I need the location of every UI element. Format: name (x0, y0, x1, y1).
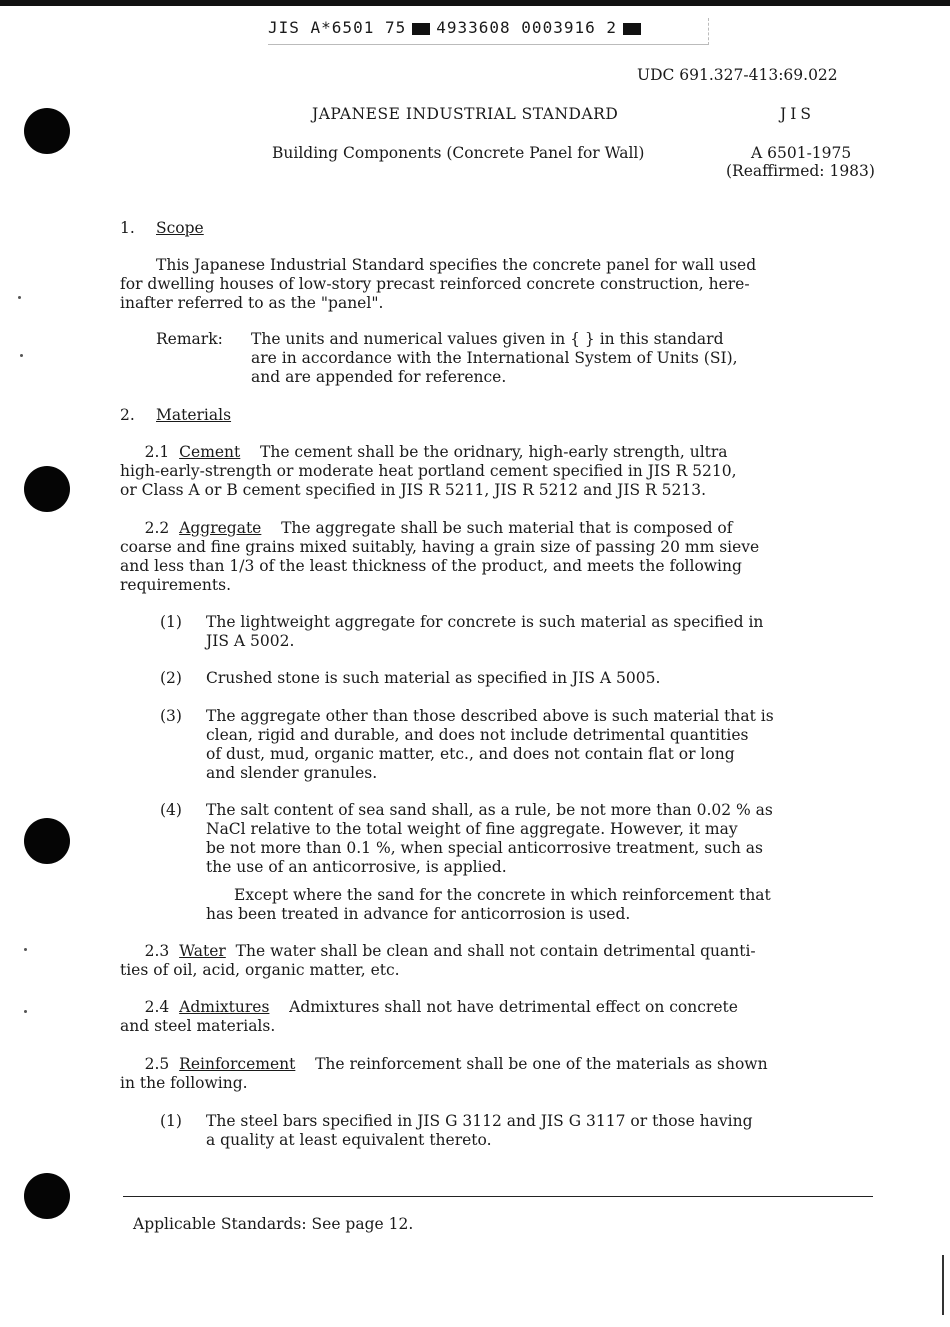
subsection-number: 2.3 (144, 942, 170, 960)
text-line: in the following. (120, 1074, 248, 1092)
scope-paragraph (120, 256, 870, 313)
text-line: has been treated in advance for anticorrosion is used. (206, 905, 631, 923)
document-title: Building Components (Concrete Panel for Wall) (272, 144, 645, 162)
text-line: Admixtures shall not have detrimental effect on concrete (289, 998, 738, 1016)
cement-paragraph (120, 443, 870, 500)
subsection-title-cement: Cement (179, 443, 241, 461)
scan-dot (24, 1010, 27, 1013)
text-line: clean, rigid and durable, and does not include detrimental quantities (206, 726, 749, 744)
text-line: The lightweight aggregate for concrete is such material as specified in (206, 613, 764, 631)
text-line: The cement shall be the oridnary, high-early strength, ultra (260, 443, 728, 461)
section-number: 2. (120, 406, 135, 424)
text-line: a quality at least equivalent thereto. (206, 1131, 492, 1149)
header-code-part2: 4933608 0003916 2 (436, 18, 617, 37)
text-line: Crushed stone is such material as specified in JIS A 5005. (206, 669, 661, 687)
binder-hole-icon (24, 818, 70, 864)
text-line: coarse and fine grains mixed suitably, having a grain size of passing 20 mm sieve (120, 538, 760, 556)
text-line: or Class A or B cement specified in JIS R 5211, JIS R 5212 and JIS R 5213. (120, 481, 707, 499)
binder-hole-icon (24, 466, 70, 512)
subsection-title-aggregate: Aggregate (179, 519, 262, 537)
text-line: and steel materials. (120, 1017, 276, 1035)
remark-text (251, 330, 851, 387)
standard-abbr: JIS (780, 105, 815, 123)
section-title-materials: Materials (156, 406, 232, 424)
text-line: The aggregate other than those described above is such material that is (206, 707, 774, 725)
reaffirmed-note: (Reaffirmed: 1983) (726, 162, 875, 180)
list-item (206, 707, 886, 783)
list-item-number: (4) (160, 801, 182, 819)
text-line: The units and numerical values given in { } in this standard (251, 330, 724, 348)
barcode-block-icon (623, 23, 641, 35)
remark-label: Remark: (156, 330, 223, 348)
udc-number: UDC 691.327-413:69.022 (637, 66, 838, 84)
text-line: are in accordance with the International System of Units (SI), (251, 349, 738, 367)
applicable-standards-note: Applicable Standards: See page 12. (133, 1215, 414, 1233)
subsection-title-admixtures: Admixtures (179, 998, 270, 1016)
subsection-number: 2.4 (144, 998, 170, 1016)
reinforcement-paragraph (120, 1055, 870, 1093)
scan-dot (20, 354, 23, 357)
text-line: The reinforcement shall be one of the materials as shown (315, 1055, 768, 1073)
list-item-number: (1) (160, 613, 182, 631)
scan-edge-line (942, 1255, 944, 1315)
binder-hole-icon (24, 1173, 70, 1219)
subsection-title-reinforcement: Reinforcement (179, 1055, 296, 1073)
subsection-title-water: Water (179, 942, 226, 960)
text-line: The steel bars specified in JIS G 3112 and JIS G 3117 or those having (206, 1112, 753, 1130)
list-item (206, 801, 886, 924)
header-code (268, 18, 709, 45)
list-item-number: (3) (160, 707, 182, 725)
list-item-number: (1) (160, 1112, 182, 1130)
binder-hole-icon (24, 108, 70, 154)
water-paragraph (120, 942, 870, 980)
standard-title: JAPANESE INDUSTRIAL STANDARD (312, 105, 619, 123)
list-item (206, 613, 886, 651)
footer-divider (123, 1196, 873, 1197)
text-line: and slender granules. (206, 764, 378, 782)
scan-dot (24, 948, 27, 951)
text-line: of dust, mud, organic matter, etc., and does not contain flat or long (206, 745, 735, 763)
text-line: the use of an anticorrosive, is applied. (206, 858, 507, 876)
text-line: The aggregate shall be such material that is composed of (281, 519, 733, 537)
text-line: The salt content of sea sand shall, as a rule, be not more than 0.02 % as (206, 801, 773, 819)
section-number: 1. (120, 219, 135, 237)
header-code-part1: JIS A*6501 75 (268, 18, 407, 37)
text-line: NaCl relative to the total weight of fine aggregate. However, it may (206, 820, 738, 838)
text-line: inafter referred to as the "panel". (120, 294, 384, 312)
aggregate-paragraph (120, 519, 870, 595)
barcode-block-icon (412, 23, 430, 35)
subsection-number: 2.5 (144, 1055, 170, 1073)
scan-dot (18, 296, 21, 299)
list-item (206, 669, 886, 688)
text-line: high-early-strength or moderate heat portland cement specified in JIS R 5210, (120, 462, 737, 480)
text-line: Except where the sand for the concrete in which reinforcement that (234, 886, 771, 904)
text-line: requirements. (120, 576, 231, 594)
text-line: and less than 1/3 of the least thickness of the product, and meets the following (120, 557, 742, 575)
text-line: JIS A 5002. (206, 632, 295, 650)
list-item (206, 1112, 886, 1150)
text-line: This Japanese Industrial Standard specifies the concrete panel for wall used (156, 256, 757, 274)
subsection-number: 2.1 (144, 443, 170, 461)
list-item-number: (2) (160, 669, 182, 687)
admixtures-paragraph (120, 998, 870, 1036)
text-line: be not more than 0.1 %, when special anticorrosive treatment, such as (206, 839, 763, 857)
text-line: ties of oil, acid, organic matter, etc. (120, 961, 400, 979)
text-line: and are appended for reference. (251, 368, 507, 386)
section-title-scope: Scope (156, 219, 204, 237)
text-line: for dwelling houses of low-story precast reinforced concrete construction, here- (120, 275, 750, 293)
text-line: The water shall be clean and shall not contain detrimental quanti- (235, 942, 756, 960)
subsection-number: 2.2 (144, 519, 170, 537)
top-border (0, 0, 950, 6)
document-number: A 6501-1975 (751, 144, 852, 162)
